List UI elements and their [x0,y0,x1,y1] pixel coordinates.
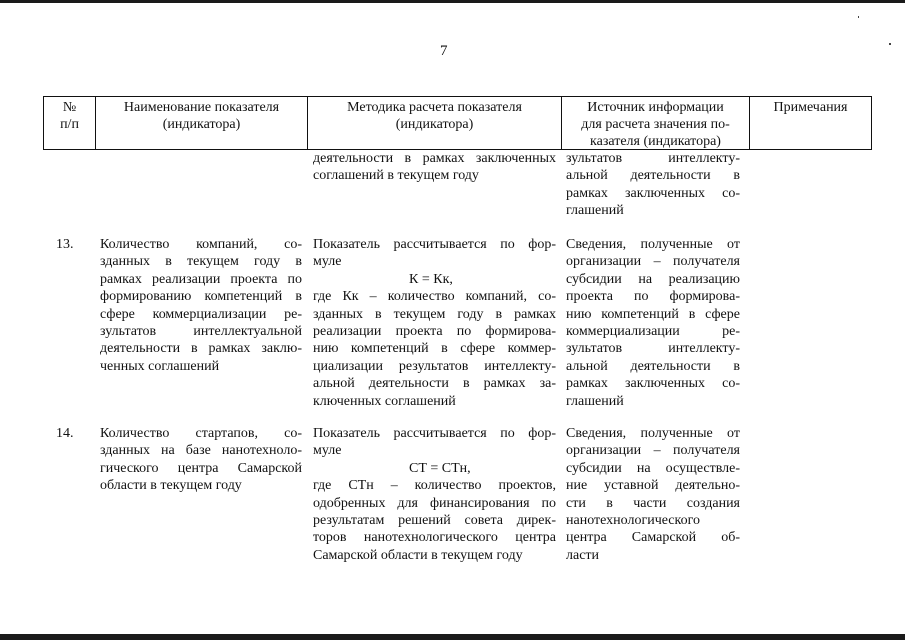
header-text: Наименование показателя [123,100,280,115]
cell-line: нанотехнологического [566,513,700,529]
cell-line: рамках заключенных со- [566,185,740,201]
header-text: п/п [60,117,79,132]
cell-line: области в текущем году [100,478,242,494]
cell-line: зданных в текущем году в рамках [313,306,556,322]
header-method [307,97,561,149]
table-header [43,96,872,150]
cell-line: ченных соглашений [100,358,220,374]
cell-line: муле [313,443,342,459]
header-text: Методика расчета показателя [347,100,522,115]
cell-line: ние уставной деятельно- [566,478,740,494]
indicator-name-cell [100,236,302,375]
cell-line: зданных в текущем году в [100,254,302,270]
cell-line: сфере коммерциализации ре- [100,306,302,322]
indicator-name-cell [100,425,302,495]
cell-line: Самарской области в текущем году [313,547,523,563]
cell-line: субсидии на осуществле- [566,460,740,476]
header-text: Примечания [773,100,848,115]
cell-line: глашений [566,393,624,409]
header-text: (индикатора) [395,117,474,132]
cell-line: проекта по формирова- [566,289,740,305]
cell-line: соглашений в текущем году [313,168,479,184]
cell-line: одобренных для финансирования по [313,495,556,511]
cell-line: деятельности в рамках заклю- [100,341,302,357]
header-text: Источник информации [587,100,724,115]
cell-line: где СТн – количество проектов, [313,478,556,494]
cell-line: организации – получателя [566,443,740,459]
cell-line: альной деятельности в [566,358,740,374]
cell-line: рамках реализации проекта по [100,271,302,287]
continuation-method-cell [313,150,556,185]
row-number: 14. [56,426,74,441]
cell-line: ключенных соглашений [313,393,456,409]
cell-line: деятельности в рамках заключенных [313,151,556,166]
header-text: для расчета значения по- [581,117,730,132]
formula: К = Кк, [409,271,453,287]
cell-line: альной деятельности в рамках за- [313,376,556,392]
calculation-method-cell [313,236,556,410]
cell-line: формированию компетенций в [100,289,302,305]
scan-speck [889,43,891,45]
cell-line: реализации проекта по формирова- [313,324,556,340]
cell-line: зданных на базе нанотехноло- [100,443,302,459]
info-source-cell [566,236,740,410]
header-name [95,97,307,149]
cell-line: центра Самарской об- [566,530,740,546]
cell-line: Показатель рассчитывается по фор- [313,237,556,252]
formula: СТ = СТн, [409,460,471,476]
cell-line: нию компетенций в сфере [566,306,740,322]
header-source [561,97,749,149]
header-number [43,97,95,149]
cell-line: коммерциализации ре- [566,324,740,340]
cell-line: где Кк – количество компаний, со- [313,289,556,305]
cell-line: рамках заключенных со- [566,376,740,392]
page-number: 7 [440,43,448,59]
header-text: (индикатора) [162,117,241,132]
cell-line: Сведения, полученные от [566,426,740,441]
scan-speck [858,16,859,18]
cell-line: сти в части создания [566,495,740,511]
cell-line: Количество компаний, со- [100,237,302,252]
scan-bottom-edge [0,634,905,640]
scan-top-edge [0,0,905,3]
cell-line: циализации результатов интеллекту- [313,358,556,374]
cell-line: торов нанотехнологического центра [313,530,556,546]
cell-line: глашений [566,203,624,219]
header-text: казателя (индикатора) [590,134,721,149]
cell-line: Сведения, полученные от [566,237,740,252]
cell-line: муле [313,254,342,270]
continuation-source-cell [566,150,740,220]
cell-line: ласти [566,547,600,563]
cell-line: зультатов интеллектуальной [100,324,302,340]
cell-line: зультатов интеллекту- [566,341,740,357]
cell-line: Количество стартапов, со- [100,426,302,441]
header-text: № [62,100,77,115]
cell-line: альной деятельности в [566,168,740,184]
cell-line: гического центра Самарской [100,460,302,476]
cell-line: нию компетенций в сфере коммер- [313,341,556,357]
info-source-cell [566,425,740,564]
cell-line: зультатов интеллекту- [566,151,740,166]
cell-line: организации – получателя [566,254,740,270]
cell-line: Показатель рассчитывается по фор- [313,426,556,441]
calculation-method-cell [313,425,556,564]
cell-line: результатам решений совета дирек- [313,513,556,529]
cell-line: субсидии на реализацию [566,271,740,287]
header-notes [749,97,872,149]
row-number: 13. [56,237,74,252]
